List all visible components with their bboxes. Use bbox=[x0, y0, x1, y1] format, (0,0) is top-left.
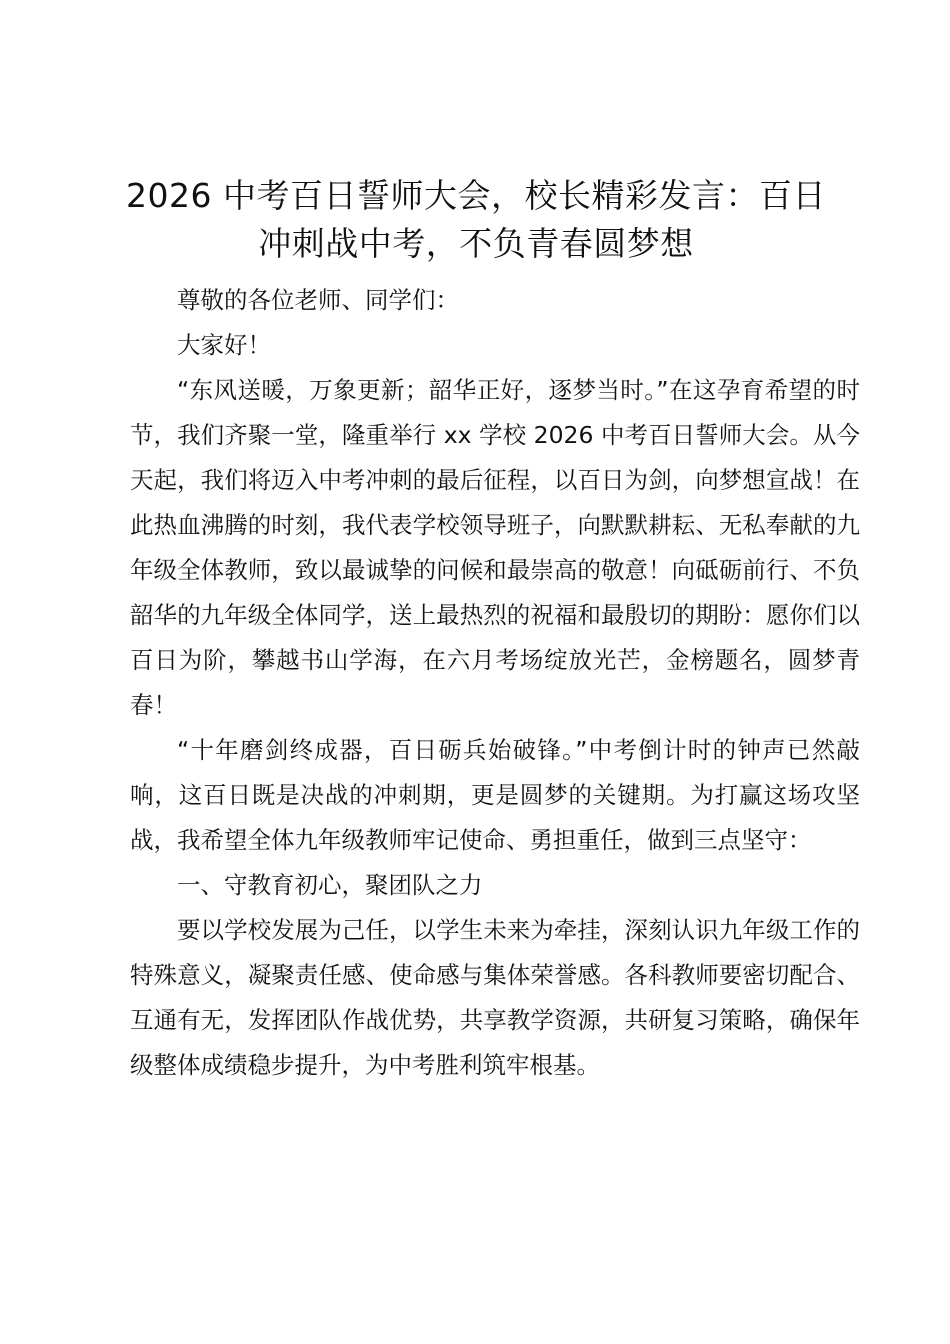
greeting: 大家好！ bbox=[177, 331, 271, 359]
section-heading: 一、守教育初心，聚团队之力 bbox=[177, 871, 483, 899]
section-paragraph: 要以学校发展为己任，以学生未来为牵挂，深刻认识九年级工作的特殊意义，凝聚责任感、使命感与集体荣誉感。各科教师要密切配合、互通有无，发挥团队作战优势，共享教学资源，共研复习策略，确保年级整体成绩稳步提升，为中考胜利筑牢根基。 bbox=[130, 916, 860, 1079]
transition-paragraph: “十年磨剑终成器，百日砺兵始破锋。”中考倒计时的钟声已然敲响，这百日既是决战的冲刺期，更是圆梦的关键期。为打赢这场攻坚战，我希望全体九年级教师牢记使命、勇担重任，做到三点坚守： bbox=[130, 736, 860, 854]
document-title: 2026 中考百日誓师大会，校长精彩发言：百日冲刺战中考，不负青春圆梦想 bbox=[126, 176, 826, 263]
salutation: 尊敬的各位老师、同学们： bbox=[177, 286, 459, 314]
document-body bbox=[130, 278, 860, 1088]
opening-paragraph: “东风送暖，万象更新；韶华正好，逐梦当时。”在这孕育希望的时节，我们齐聚一堂，隆重举行 xx 学校 2026 中考百日誓师大会。从今天起，我们将迈入中考冲刺的最后征程，以百日为剑，向梦想宣战！在此热血沸腾的时刻，我代表学校领导班子，向默默耕耘、无私奉献的九年级全体教师，致以最诚挚的问候和最崇高的敬意！向砥砺前行、不负韶华的九年级全体同学，送上最热烈的祝福和最殷切的期盼：愿你们以百日为阶，攀越书山学海，在六月考场绽放光芒，金榜题名，圆梦青春！ bbox=[130, 376, 860, 719]
